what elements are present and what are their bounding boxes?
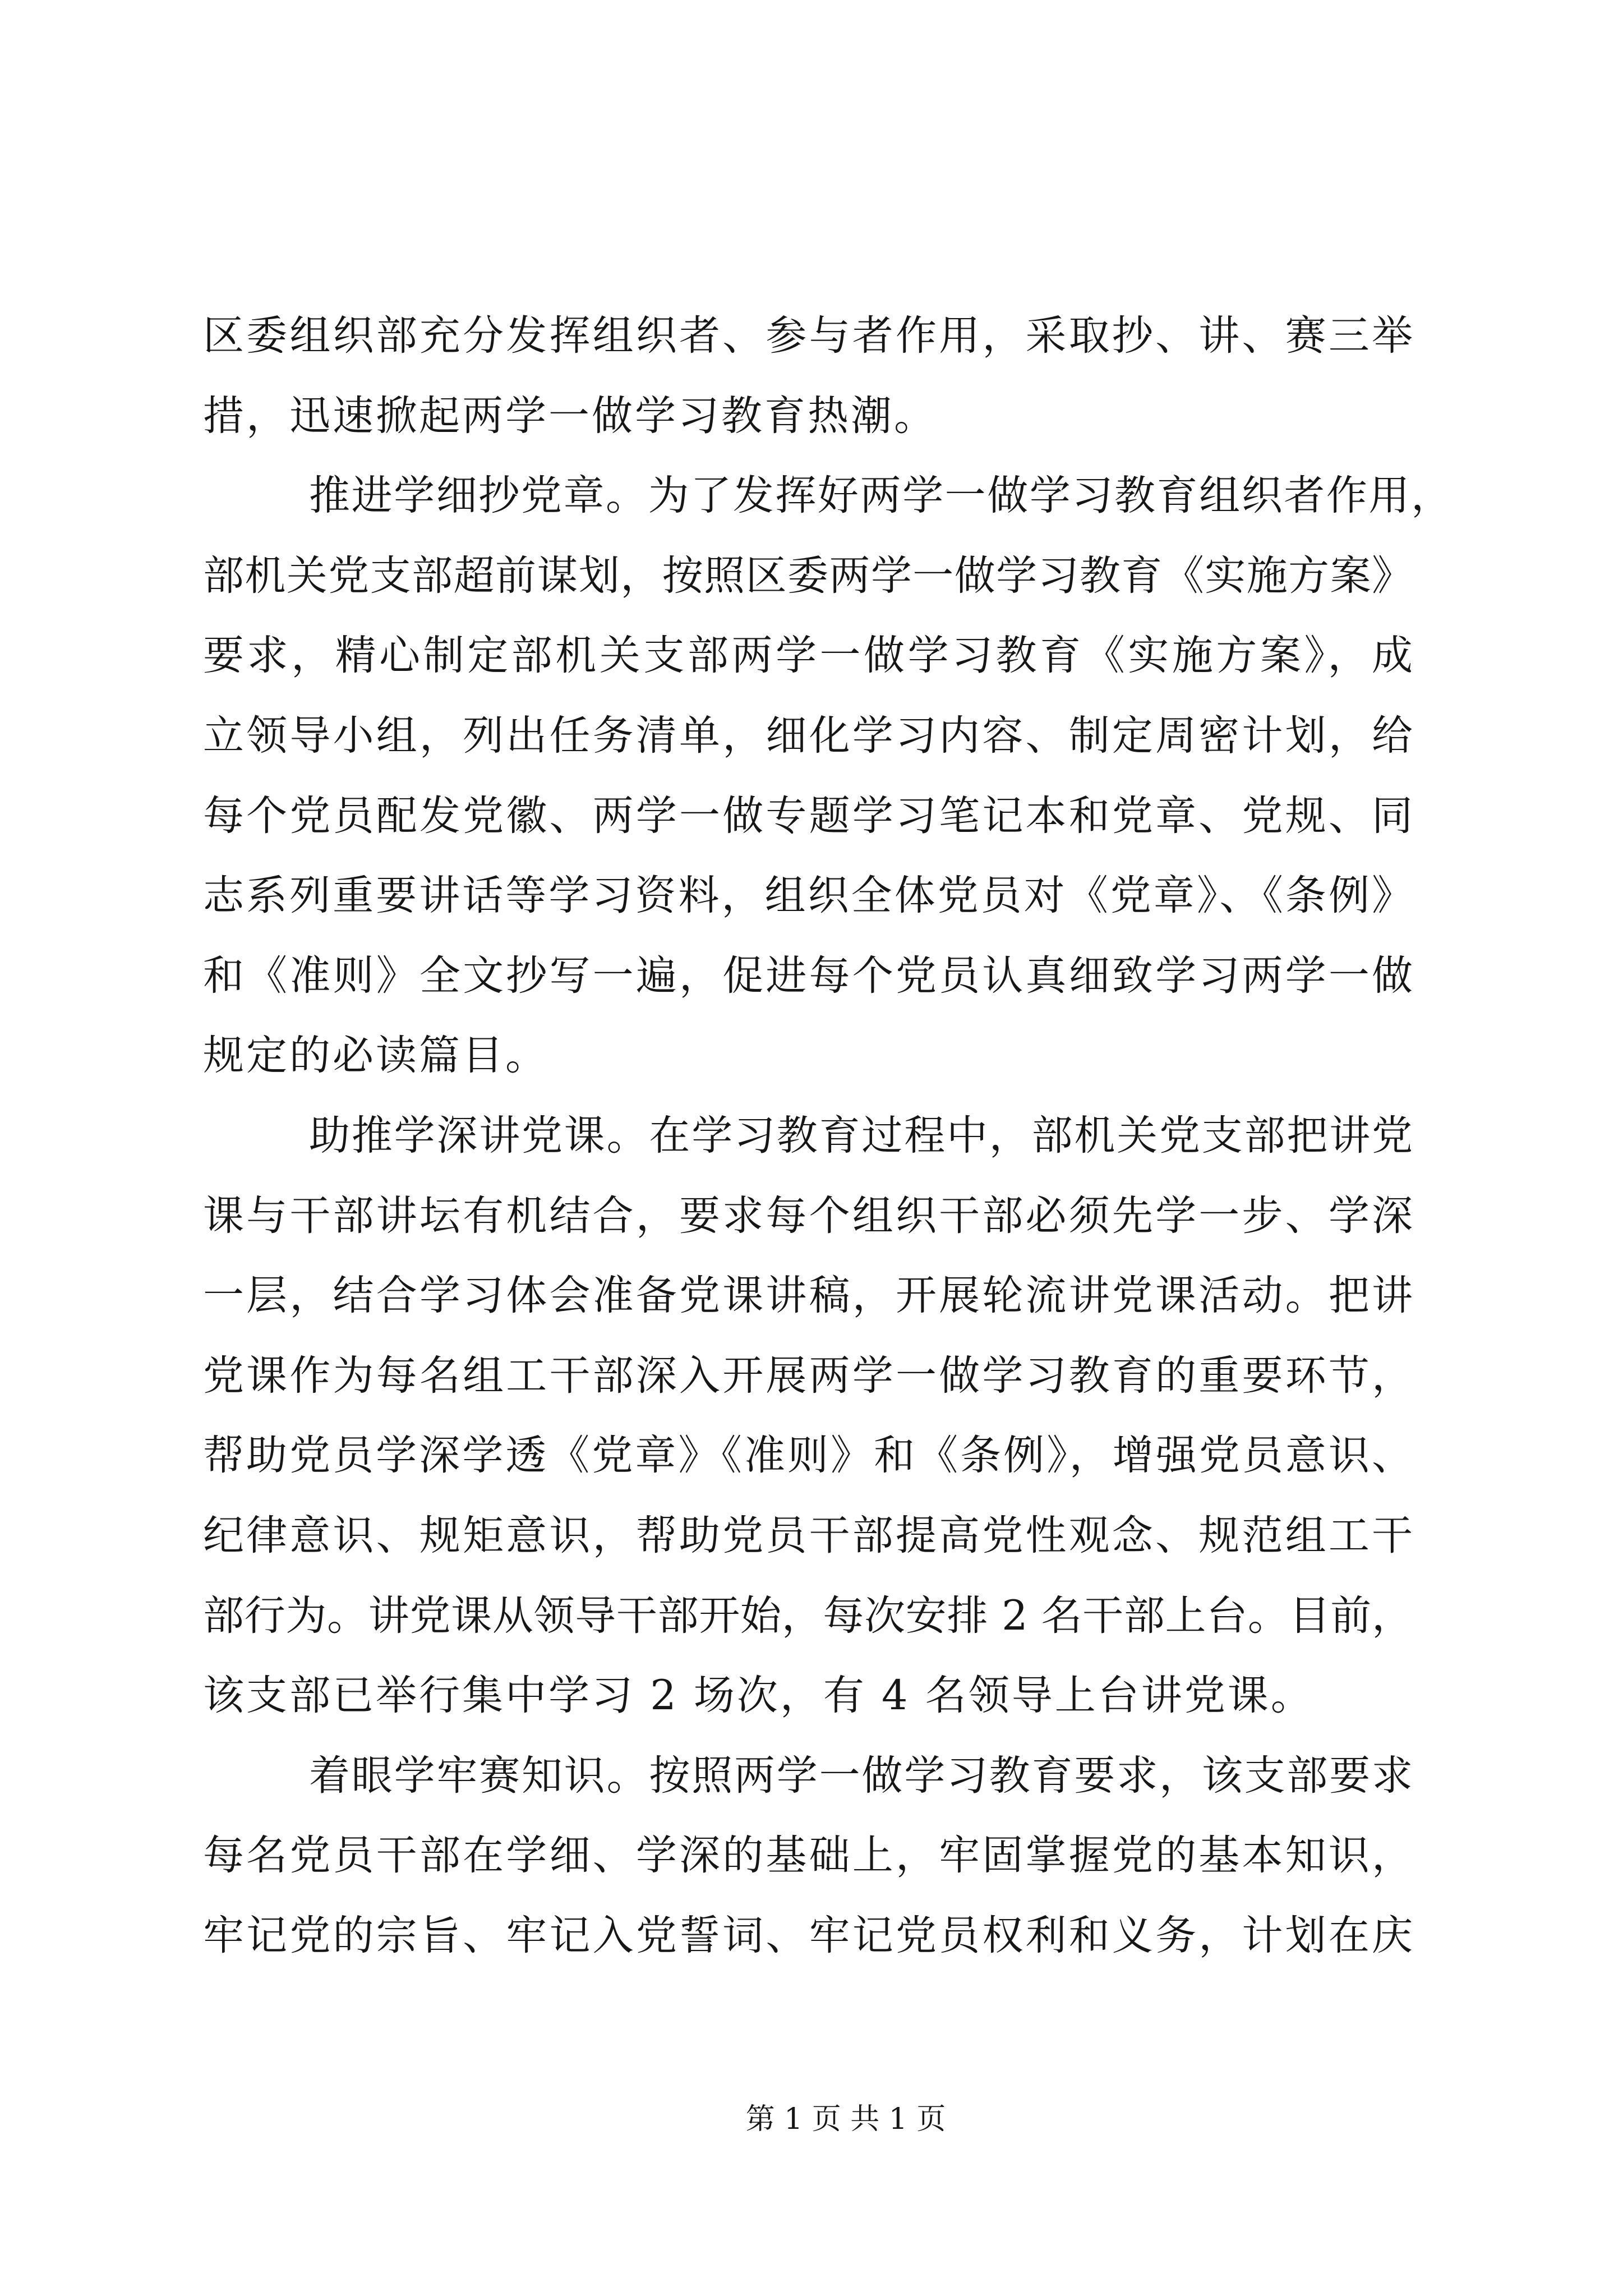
paragraph-line: 每个党员配发党徽、两学一做专题学习笔记本和党章、党规、同 (203, 792, 1413, 840)
paragraph-line: 牢记党的宗旨、牢记入党誓词、牢记党员权利和义务，计划在庆 (203, 1911, 1413, 1959)
paragraph-line: 每名党员干部在学细、学深的基础上，牢固掌握党的基本知识， (203, 1832, 1413, 1880)
paragraph-line: 志系列重要讲话等学习资料，组织全体党员对《党章》、《条例》 (203, 872, 1413, 920)
paragraph-line: 助推学深讲党课。在学习教育过程中，部机关党支部把讲党 (309, 1111, 1413, 1159)
paragraph-line: 措，迅速掀起两学一做学习教育热潮。 (203, 392, 937, 440)
paragraph-line: 着眼学牢赛知识。按照两学一做学习教育要求，该支部要求 (309, 1751, 1413, 1800)
paragraph-line: 推进学细抄党章。为了发挥好两学一做学习教育组织者作用， (309, 472, 1452, 520)
page-footer: 第 1 页 共 1 页 (745, 2102, 946, 2136)
paragraph-line: 规定的必读篇目。 (203, 1032, 548, 1080)
paragraph-line: 一层，结合学习体会准备党课讲稿，开展轮流讲党课活动。把讲 (203, 1272, 1413, 1320)
paragraph (203, 1096, 1413, 1736)
paragraph-line: 课与干部讲坛有机结合，要求每个组织干部必须先学一步、学深 (203, 1191, 1413, 1240)
paragraph (203, 456, 1452, 1096)
paragraph-line: 帮助党员学深学透《党章》《准则》和《条例》，增强党员意识、 (203, 1432, 1413, 1480)
paragraph-line: 该支部已举行集中学习 2 场次，有 4 名领导上台讲党课。 (203, 1672, 1314, 1720)
paragraph-line: 立领导小组，列出任务清单，细化学习内容、制定周密计划，给 (203, 711, 1413, 760)
paragraph-line: 纪律意识、规矩意识，帮助党员干部提高党性观念、规范组工干 (203, 1511, 1413, 1559)
paragraph-line: 部行为。讲党课从领导干部开始，每次安排 2 名干部上台。目前， (203, 1591, 1413, 1640)
paragraph (203, 296, 1413, 456)
paragraph-line: 和《准则》全文抄写一遍，促进每个党员认真细致学习两学一做 (203, 951, 1413, 1000)
paragraph-line: 区委组织部充分发挥组织者、参与者作用，采取抄、讲、赛三举 (203, 312, 1413, 360)
paragraph (203, 1736, 1413, 1976)
paragraph-line: 要求，精心制定部机关支部两学一做学习教育《实施方案》，成 (203, 632, 1413, 680)
paragraph-line: 党课作为每名组工干部深入开展两学一做学习教育的重要环节， (203, 1351, 1413, 1400)
paragraph-line: 部机关党支部超前谋划，按照区委两学一做学习教育《实施方案》 (203, 551, 1413, 600)
document-body (203, 296, 1452, 1976)
